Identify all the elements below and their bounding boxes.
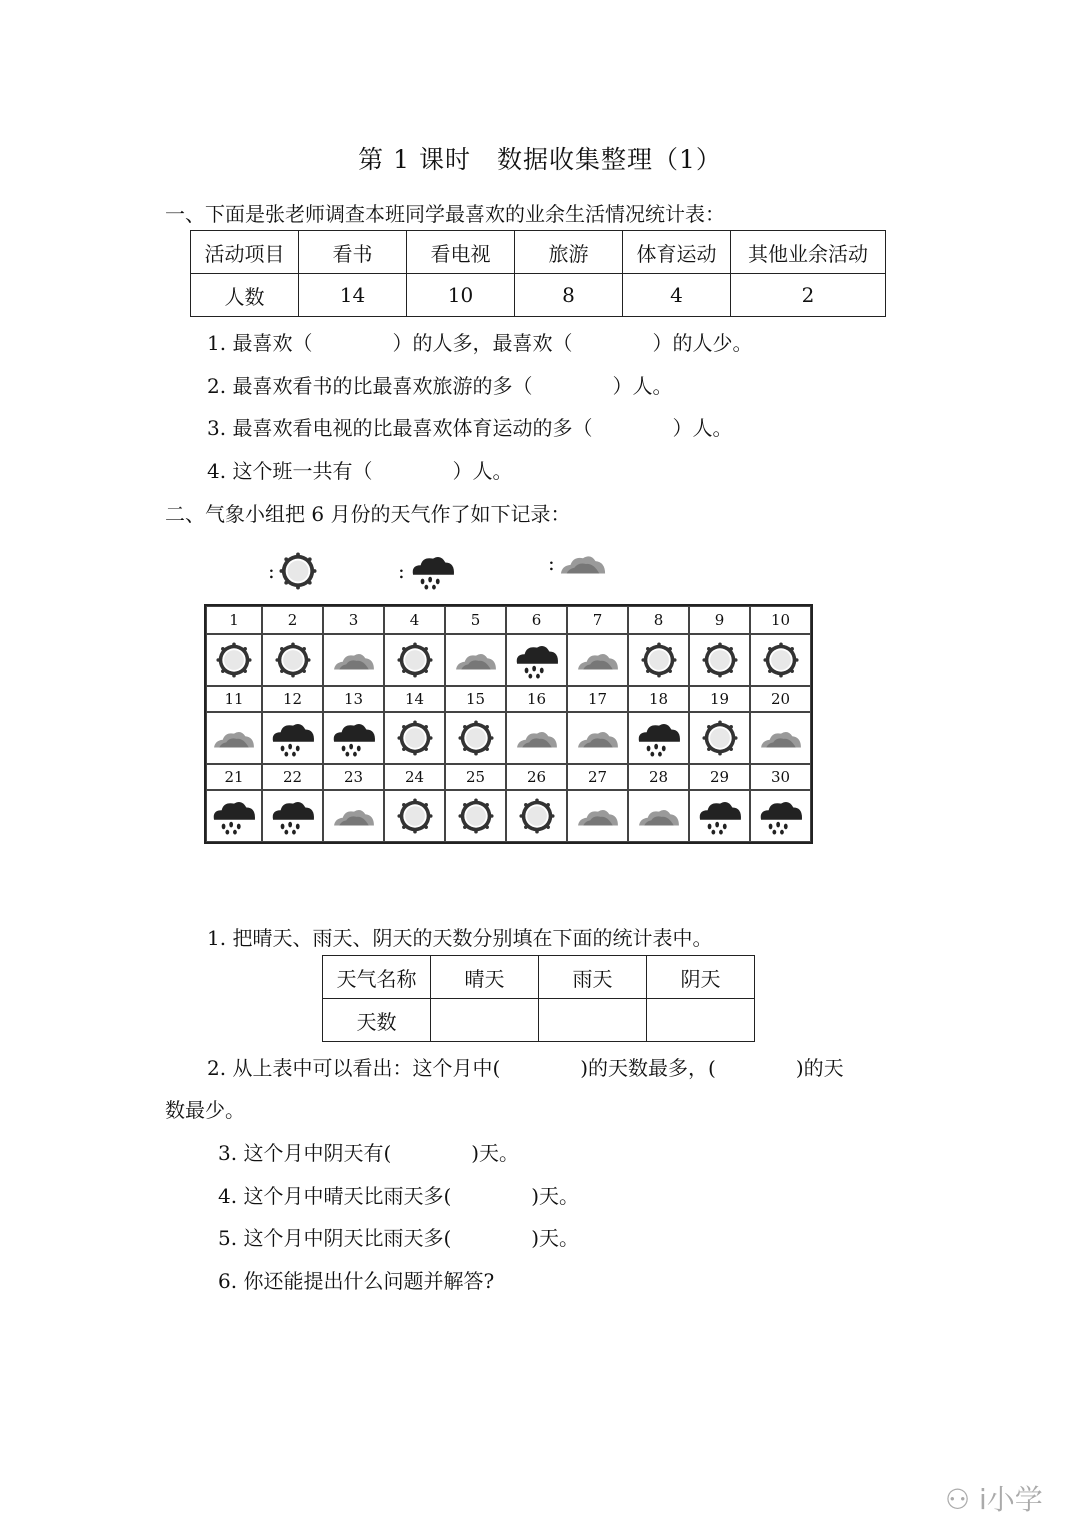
day-weather — [445, 634, 506, 686]
cloud-icon — [331, 803, 377, 829]
day-weather — [206, 634, 262, 686]
day-number: 7 — [567, 606, 628, 634]
legend-sunny-colon: : — [268, 559, 275, 583]
day-number: 25 — [445, 764, 506, 790]
day-number: 9 — [689, 606, 750, 634]
question-2-3: 3. 这个月中阴天有( )天。 — [218, 1141, 520, 1165]
day-weather — [323, 790, 384, 842]
rain-cloud-icon — [635, 719, 683, 757]
rain-cloud-icon — [210, 797, 258, 835]
day-number: 14 — [384, 686, 445, 712]
day-weather — [689, 712, 750, 764]
day-number: 11 — [206, 686, 262, 712]
day-weather — [628, 712, 689, 764]
day-number: 20 — [750, 686, 811, 712]
table-cell: 14 — [299, 274, 407, 317]
table-header-row — [323, 956, 755, 999]
table-cell: 人数 — [191, 274, 299, 317]
table-header-row — [191, 231, 886, 274]
day-number: 27 — [567, 764, 628, 790]
table-cell: 活动项目 — [191, 231, 299, 274]
cloud-icon — [575, 725, 621, 751]
day-weather — [445, 712, 506, 764]
day-weather — [506, 790, 567, 842]
sun-icon — [458, 798, 494, 834]
sun-icon — [216, 642, 252, 678]
table-row — [191, 274, 886, 317]
day-weather — [567, 790, 628, 842]
rain-cloud-icon — [757, 797, 805, 835]
day-number: 18 — [628, 686, 689, 712]
legend-rainy-colon: : — [398, 559, 405, 583]
day-weather — [750, 712, 811, 764]
table-cell: 看电视 — [407, 231, 515, 274]
sun-icon — [763, 642, 799, 678]
day-weather — [689, 634, 750, 686]
page-title: 第 1 课时 数据收集整理（1） — [358, 145, 722, 174]
day-weather — [506, 712, 567, 764]
day-weather — [323, 634, 384, 686]
legend-sunny — [268, 552, 317, 590]
activity-table — [190, 230, 886, 317]
cloud-icon — [559, 548, 607, 578]
day-number: 6 — [506, 606, 567, 634]
day-number: 10 — [750, 606, 811, 634]
rain-cloud-icon — [330, 719, 378, 757]
day-weather — [384, 790, 445, 842]
day-number: 17 — [567, 686, 628, 712]
table-cell: 8 — [515, 274, 623, 317]
rain-cloud-icon — [269, 719, 317, 757]
day-number: 5 — [445, 606, 506, 634]
day-number: 1 — [206, 606, 262, 634]
question-2-5: 5. 这个月中阴天比雨天多( )天。 — [218, 1226, 580, 1250]
question-1-2: 2. 最喜欢看书的比最喜欢旅游的多（ ）人。 — [207, 374, 673, 398]
day-number: 19 — [689, 686, 750, 712]
day-number: 23 — [323, 764, 384, 790]
rain-cloud-icon — [409, 552, 457, 590]
legend-cloudy — [548, 548, 607, 578]
day-weather — [750, 790, 811, 842]
day-weather — [384, 634, 445, 686]
day-weather — [206, 790, 262, 842]
rain-cloud-icon — [513, 641, 561, 679]
rain-cloud-icon — [696, 797, 744, 835]
sun-icon — [275, 642, 311, 678]
sun-icon — [458, 720, 494, 756]
section1-heading: 一、下面是张老师调查本班同学最喜欢的业余生活情况统计表： — [165, 202, 725, 226]
question-1-1: 1. 最喜欢（ ）的人多，最喜欢（ ）的人少。 — [207, 331, 753, 355]
table-row — [323, 999, 755, 1042]
day-weather — [628, 790, 689, 842]
day-weather — [262, 712, 323, 764]
weather-table — [322, 955, 755, 1042]
day-weather — [445, 790, 506, 842]
day-weather — [567, 634, 628, 686]
cloud-icon — [575, 647, 621, 673]
answer-cell-sunny[interactable] — [431, 999, 539, 1042]
day-number: 28 — [628, 764, 689, 790]
day-number: 3 — [323, 606, 384, 634]
question-1-3: 3. 最喜欢看电视的比最喜欢体育运动的多（ ）人。 — [207, 416, 733, 440]
table-cell: 晴天 — [431, 956, 539, 999]
day-number: 29 — [689, 764, 750, 790]
cloud-icon — [331, 647, 377, 673]
day-weather — [206, 712, 262, 764]
cloud-icon — [514, 725, 560, 751]
question-2-2: 2. 从上表中可以看出：这个月中( )的天数最多，( )的天 — [207, 1056, 844, 1080]
day-weather — [689, 790, 750, 842]
day-number: 22 — [262, 764, 323, 790]
day-weather — [262, 790, 323, 842]
table-cell: 4 — [623, 274, 731, 317]
table-cell: 天数 — [323, 999, 431, 1042]
weather-calendar — [204, 604, 813, 844]
day-weather — [567, 712, 628, 764]
sun-icon — [397, 720, 433, 756]
day-weather — [384, 712, 445, 764]
answer-cell-cloudy[interactable] — [647, 999, 755, 1042]
table-cell: 看书 — [299, 231, 407, 274]
legend-rainy — [398, 552, 457, 590]
cloud-icon — [575, 803, 621, 829]
sun-icon — [279, 552, 317, 590]
sun-icon — [397, 798, 433, 834]
day-number: 24 — [384, 764, 445, 790]
day-weather — [628, 634, 689, 686]
day-number: 8 — [628, 606, 689, 634]
cloud-icon — [211, 725, 257, 751]
table-cell: 雨天 — [539, 956, 647, 999]
day-number: 16 — [506, 686, 567, 712]
question-2-6: 6. 你还能提出什么问题并解答? — [218, 1269, 495, 1293]
day-weather — [750, 634, 811, 686]
watermark — [945, 1478, 1043, 1518]
cloud-icon — [636, 803, 682, 829]
table-cell: 10 — [407, 274, 515, 317]
day-number: 26 — [506, 764, 567, 790]
sun-icon — [397, 642, 433, 678]
sun-icon — [519, 798, 555, 834]
answer-cell-rainy[interactable] — [539, 999, 647, 1042]
day-weather — [323, 712, 384, 764]
table-cell: 阴天 — [647, 956, 755, 999]
day-number: 30 — [750, 764, 811, 790]
day-number: 4 — [384, 606, 445, 634]
day-weather — [506, 634, 567, 686]
sun-icon — [702, 642, 738, 678]
section2-heading: 二、气象小组把 6 月份的天气作了如下记录： — [165, 502, 571, 526]
table-cell: 2 — [731, 274, 886, 317]
table-cell: 天气名称 — [323, 956, 431, 999]
question-2-2-cont: 数最少。 — [165, 1098, 245, 1122]
day-weather — [262, 634, 323, 686]
cloud-icon — [453, 647, 499, 673]
table-cell: 旅游 — [515, 231, 623, 274]
day-number: 13 — [323, 686, 384, 712]
rain-cloud-icon — [269, 797, 317, 835]
cloud-icon — [758, 725, 804, 751]
table-cell: 体育运动 — [623, 231, 731, 274]
watermark-text: i小学 — [979, 1483, 1043, 1516]
legend-cloudy-colon: : — [548, 551, 555, 575]
question-2-1: 1. 把晴天、雨天、阴天的天数分别填在下面的统计表中。 — [207, 926, 713, 950]
question-1-4: 4. 这个班一共有（ ）人。 — [207, 459, 513, 483]
sun-icon — [641, 642, 677, 678]
question-2-4: 4. 这个月中晴天比雨天多( )天。 — [218, 1184, 580, 1208]
day-number: 15 — [445, 686, 506, 712]
day-number: 2 — [262, 606, 323, 634]
table-cell: 其他业余活动 — [731, 231, 886, 274]
day-number: 21 — [206, 764, 262, 790]
wechat-icon: ⚇ — [945, 1483, 971, 1516]
day-number: 12 — [262, 686, 323, 712]
sun-icon — [702, 720, 738, 756]
